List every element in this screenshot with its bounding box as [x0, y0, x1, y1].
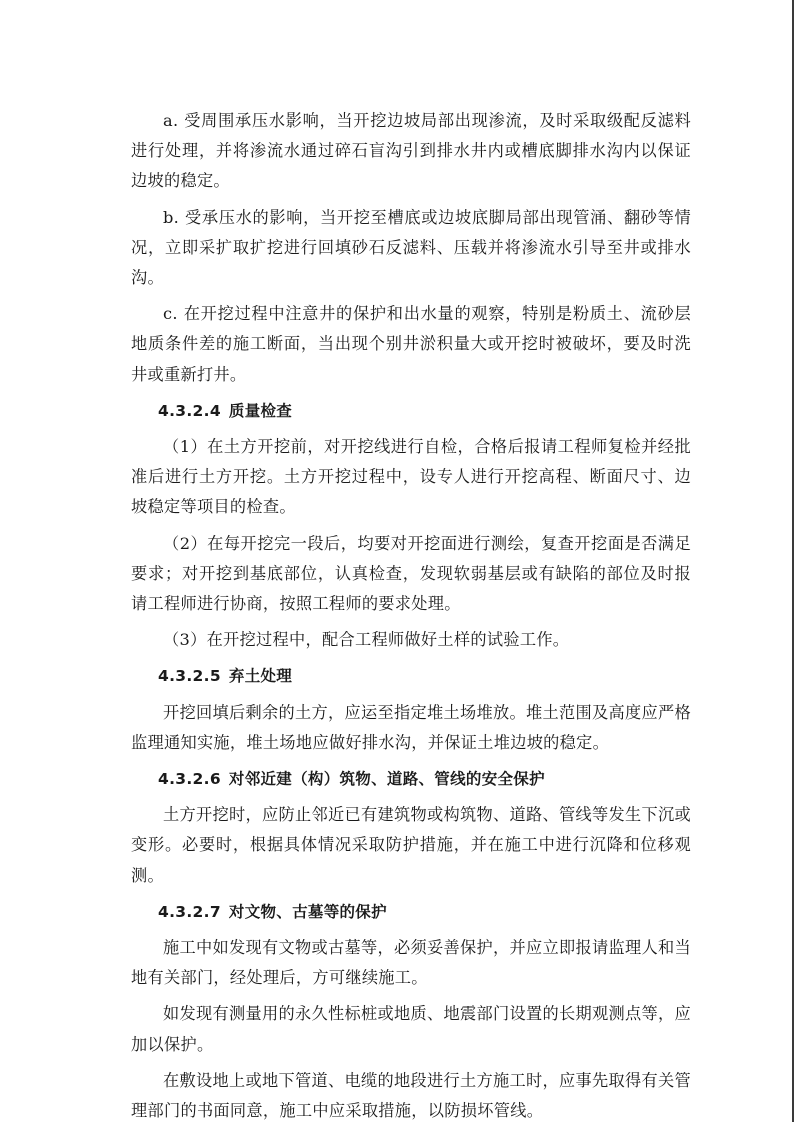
paragraph-quality-check-3: （3）在开挖过程中，配合工程师做好土样的试验工作。 [163, 630, 570, 650]
paragraph-confined-water-seepage: a. 受周围承压水影响，当开挖边坡局部出现渗流，及时采取级配反滤料进行处理，并将渗流水通过碎石盲沟引到排水井内或槽底脚排水沟内以保证边坡的稳定。 [131, 111, 691, 191]
section-title: 对文物、古墓等的保护 [228, 902, 387, 921]
section-heading-quality-check [131, 396, 691, 426]
document-body [131, 106, 691, 1126]
paragraph-survey-markers: 如发现有测量用的永久性标桩或地质、地震部门设置的长期观测点等，应加以保护。 [131, 1004, 691, 1054]
paragraph-spoil-disposal: 开挖回填后剩余的土方，应运至指定堆土场堆放。堆土范围及高度应严格监理通知实施，堆土场地应做好排水沟，并保证土堆边坡的稳定。 [131, 702, 691, 752]
section-title: 对邻近建（构）筑物、道路、管线的安全保护 [228, 770, 545, 789]
paragraph-well-protection: c. 在开挖过程中注意井的保护和出水量的观察，特别是粉质土、流砂层地质条件差的施工断面，当出现个别井淤积量大或开挖时被破坏，要及时洗井或重新打井。 [131, 304, 691, 384]
paragraph-piping-sand-boiling: b. 受承压水的影响，当开挖至槽底或边坡底脚局部出现管涌、翻砂等情况，立即采扩取扩挖进行回填砂石反滤料、压载并将渗流水引导至井或排水沟。 [131, 207, 691, 288]
paragraph-pipeline-protection: 在敷设地上或地下管道、电缆的地段进行土方施工时，应事先取得有关管理部门的书面同意，施工中应采取措施，以防损坏管线。 [131, 1070, 691, 1121]
section-title: 质量检查 [228, 401, 293, 420]
section-number: 4.3.2.6 [158, 770, 221, 789]
paragraph-adjacent-protection: 土方开挖时，应防止邻近已有建筑物或构筑物、道路、管线等发生下沉或变形。必要时，根据具体情况采取防护措施，并在施工中进行沉降和位移观测。 [131, 805, 691, 885]
section-heading-adjacent-protection [131, 764, 691, 794]
section-title: 弃土处理 [228, 667, 293, 686]
section-heading-spoil-disposal [131, 661, 691, 691]
section-number: 4.3.2.7 [158, 902, 221, 921]
paragraph-quality-check-1: （1）在土方开挖前，对开挖线进行自检，合格后报请工程师复检并经批准后进行土方开挖。土方开挖过程中，设专人进行开挖高程、断面尺寸、边坡稳定等项目的检查。 [131, 437, 691, 517]
section-number: 4.3.2.4 [158, 401, 221, 420]
paragraph-relics-protection: 施工中如发现有文物或古墓等，必须妥善保护，并应立即报请监理人和当地有关部门，经处理后，方可继续施工。 [131, 938, 691, 988]
section-number: 4.3.2.5 [158, 667, 221, 686]
section-heading-relics-protection [131, 897, 691, 927]
paragraph-quality-check-2: （2）在每开挖完一段后，均要对开挖面进行测绘，复查开挖面是否满足要求；对开挖到基底部位，认真检查，发现软弱基层或有缺陷的部位及时报请工程师进行协商，按照工程师的要求处理。 [131, 533, 691, 614]
